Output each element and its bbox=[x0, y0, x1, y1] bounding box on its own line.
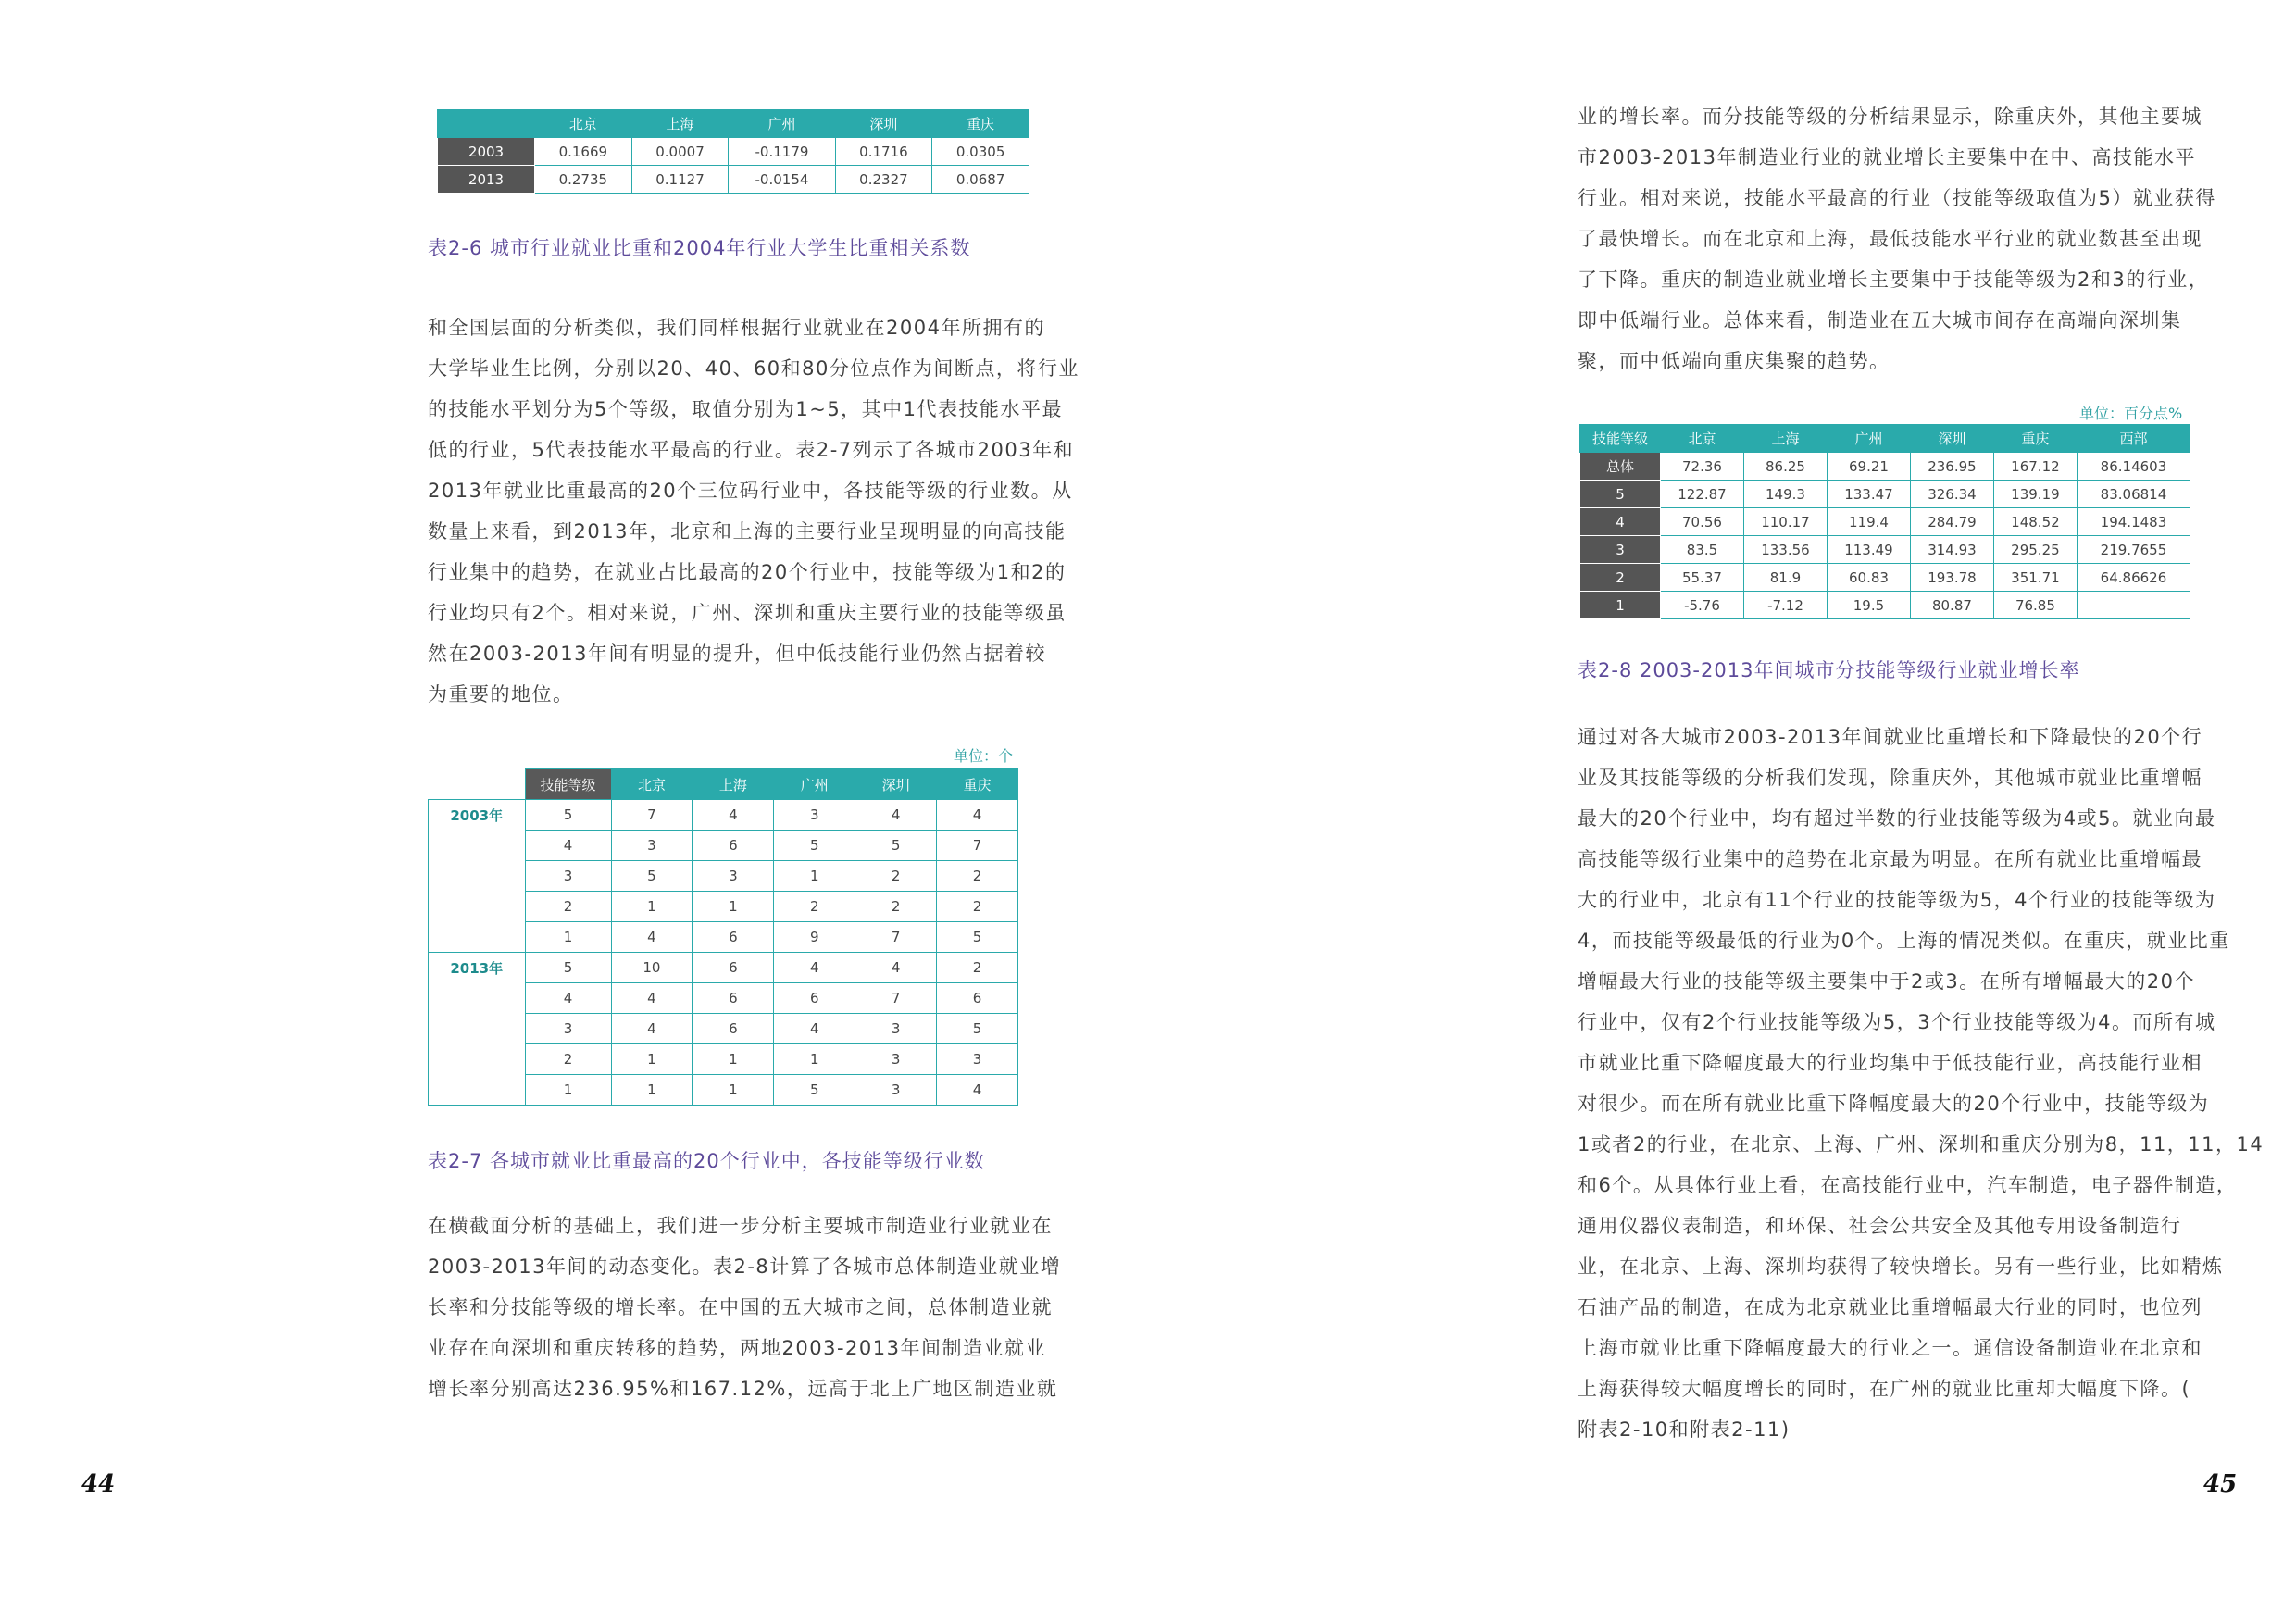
body-paragraph bbox=[428, 307, 1079, 715]
text-line: 行业中，仅有2个行业技能等级为5，3个行业技能等级为4。而所有城 bbox=[1578, 1011, 2216, 1033]
text-line: 最大的20个行业中，均有超过半数的行业技能等级为4或5。就业向最 bbox=[1578, 807, 2216, 830]
column-header: 广州 bbox=[1827, 425, 1910, 453]
text-line: 2003-2013年间的动态变化。表2-8计算了各城市总体制造业就业增 bbox=[428, 1255, 1062, 1278]
table-header-row bbox=[1580, 425, 2190, 453]
text-line: 大的行业中，北京有11个行业的技能等级为5，4个行业的技能等级为 bbox=[1578, 889, 2216, 911]
text-line: 业，在北京、上海、深圳均获得了较快增长。另有一些行业，比如精炼 bbox=[1578, 1255, 2224, 1278]
table-cell: 149.3 bbox=[1743, 481, 1827, 508]
table-cell: 295.25 bbox=[1993, 536, 2077, 564]
text-line: 2013年就业比重最高的20个三位码行业中，各技能等级的行业数。从 bbox=[428, 480, 1073, 502]
table-cell: 4 bbox=[774, 953, 855, 983]
text-line: 通用仪器仪表制造，和环保、社会公共安全及其他专用设备制造行 bbox=[1578, 1215, 2182, 1237]
table-cell: -7.12 bbox=[1743, 592, 1827, 619]
table-cell: 351.71 bbox=[1993, 564, 2077, 592]
table-cell: 284.79 bbox=[1910, 508, 1993, 536]
table-cell: 4 bbox=[855, 953, 937, 983]
row-header: 5 bbox=[1580, 481, 1661, 508]
table-cell: 2 bbox=[937, 892, 1018, 922]
text-line: 市就业比重下降幅度最大的行业均集中于低技能行业，高技能行业相 bbox=[1578, 1052, 2202, 1074]
column-header: 技能等级 bbox=[525, 769, 611, 800]
table-cell: 6 bbox=[693, 922, 774, 953]
table-caption: 表2-6 城市行业就业比重和2004年行业大学生比重相关系数 bbox=[428, 237, 971, 259]
skill-level-cell: 4 bbox=[525, 983, 611, 1014]
table-cell: 5 bbox=[774, 831, 855, 861]
table-cell: 4 bbox=[611, 983, 693, 1014]
column-header: 重庆 bbox=[1993, 425, 2077, 453]
table-cell: 5 bbox=[611, 861, 693, 892]
column-header: 深圳 bbox=[1910, 425, 1993, 453]
table-cell: 2 bbox=[774, 892, 855, 922]
text-line: 在横截面分析的基础上，我们进一步分析主要城市制造业行业就业在 bbox=[428, 1215, 1053, 1237]
table-cell bbox=[2077, 592, 2190, 619]
text-line: 附表2-10和附表2-11) bbox=[1578, 1418, 1791, 1441]
table-corner-cell bbox=[438, 110, 535, 138]
table-cell: 4 bbox=[937, 800, 1018, 831]
text-line: 增长率分别高达236.95%和167.12%，远高于北上广地区制造业就 bbox=[428, 1378, 1058, 1400]
table-cell: 4 bbox=[611, 922, 693, 953]
table-cell: 1 bbox=[774, 861, 855, 892]
skill-level-cell: 4 bbox=[525, 831, 611, 861]
table-unit-label: 单位：个 bbox=[954, 747, 1014, 765]
skill-level-cell: 2 bbox=[525, 892, 611, 922]
skill-level-cell: 5 bbox=[525, 953, 611, 983]
column-header: 西部 bbox=[2077, 425, 2190, 453]
table-cell: 1 bbox=[693, 1044, 774, 1075]
table-cell: 2 bbox=[937, 861, 1018, 892]
row-header: 2003 bbox=[438, 138, 535, 166]
table-header-row bbox=[429, 769, 1018, 800]
text-line: 低的行业，5代表技能水平最高的行业。表2-7列示了各城市2003年和 bbox=[428, 439, 1075, 461]
table-cell: 6 bbox=[693, 983, 774, 1014]
table-row bbox=[1580, 481, 2190, 508]
table-cell: 7 bbox=[937, 831, 1018, 861]
table-cell: 10 bbox=[611, 953, 693, 983]
table-cell: 3 bbox=[611, 831, 693, 861]
table-row bbox=[429, 953, 1018, 983]
table-cell: 5 bbox=[937, 1014, 1018, 1044]
table-cell: 80.87 bbox=[1910, 592, 1993, 619]
column-header: 上海 bbox=[1743, 425, 1827, 453]
table-cell: 4 bbox=[774, 1014, 855, 1044]
row-header: 2013 bbox=[438, 166, 535, 194]
text-line: 上海获得较大幅度增长的同时，在广州的就业比重却大幅度下降。( bbox=[1578, 1378, 2191, 1400]
row-header: 4 bbox=[1580, 508, 1661, 536]
table-cell: 0.0687 bbox=[932, 166, 1029, 194]
table-cell: 6 bbox=[693, 1014, 774, 1044]
skill-level-cell: 3 bbox=[525, 1014, 611, 1044]
table-cell: 55.37 bbox=[1661, 564, 1744, 592]
table-cell: 64.86626 bbox=[2077, 564, 2190, 592]
table-cell: 1 bbox=[693, 892, 774, 922]
page-number: 44 bbox=[81, 1470, 116, 1498]
table-cell: 83.06814 bbox=[2077, 481, 2190, 508]
table-cell: 113.49 bbox=[1827, 536, 1910, 564]
table-cell: 219.7655 bbox=[2077, 536, 2190, 564]
table-caption: 表2-7 各城市就业比重最高的20个行业中，各技能等级行业数 bbox=[428, 1150, 985, 1172]
text-line: 即中低端行业。总体来看，制造业在五大城市间存在高端向深圳集 bbox=[1578, 309, 2182, 331]
text-line: 行业集中的趋势，在就业占比最高的20个行业中，技能等级为1和2的 bbox=[428, 561, 1067, 583]
table-cell: 3 bbox=[937, 1044, 1018, 1075]
table-cell: 119.4 bbox=[1827, 508, 1910, 536]
row-header: 3 bbox=[1580, 536, 1661, 564]
text-line: 高技能等级行业集中的趋势在北京最为明显。在所有就业比重增幅最 bbox=[1578, 848, 2202, 870]
table-cell: 0.1716 bbox=[835, 138, 932, 166]
table-cell: 133.56 bbox=[1743, 536, 1827, 564]
text-line: 业存在向深圳和重庆转移的趋势，两地2003-2013年间制造业就业 bbox=[428, 1337, 1046, 1359]
table-cell: 1 bbox=[774, 1044, 855, 1075]
table-cell: 0.2327 bbox=[835, 166, 932, 194]
table-row bbox=[1580, 453, 2190, 481]
table-cell: 6 bbox=[693, 953, 774, 983]
table-cell: 9 bbox=[774, 922, 855, 953]
table-cell: -5.76 bbox=[1661, 592, 1744, 619]
table-cell: 60.83 bbox=[1827, 564, 1910, 592]
table-cell: 1 bbox=[693, 1075, 774, 1106]
table-cell: 3 bbox=[693, 861, 774, 892]
text-line: 了下降。重庆的制造业就业增长主要集中于技能等级为2和3的行业， bbox=[1578, 269, 2210, 291]
skill-level-cell: 1 bbox=[525, 922, 611, 953]
table-cell: 2 bbox=[937, 953, 1018, 983]
skill-level-cell: 1 bbox=[525, 1075, 611, 1106]
table-cell: 19.5 bbox=[1827, 592, 1910, 619]
table-cell: 139.19 bbox=[1993, 481, 2077, 508]
table-cell: 4 bbox=[937, 1075, 1018, 1106]
table-cell: 0.1127 bbox=[631, 166, 729, 194]
text-line: 长率和分技能等级的增长率。在中国的五大城市之间，总体制造业就 bbox=[428, 1296, 1053, 1318]
table-cell: 2 bbox=[855, 861, 937, 892]
text-line: 上海市就业比重下降幅度最大的行业之一。通信设备制造业在北京和 bbox=[1578, 1337, 2202, 1359]
table-cell: 2 bbox=[855, 892, 937, 922]
text-line: 和全国层面的分析类似，我们同样根据行业就业在2004年所拥有的 bbox=[428, 317, 1045, 339]
text-line: 行业。相对来说，技能水平最高的行业（技能等级取值为5）就业获得 bbox=[1578, 187, 2216, 209]
text-line: 业及其技能等级的分析我们发现，除重庆外，其他城市就业比重增幅 bbox=[1578, 767, 2202, 789]
skill-level-cell: 5 bbox=[525, 800, 611, 831]
row-header: 1 bbox=[1580, 592, 1661, 619]
column-header: 广州 bbox=[774, 769, 855, 800]
table-header-row bbox=[438, 110, 1029, 138]
text-line: 为重要的地位。 bbox=[428, 683, 574, 706]
table-cell: 314.93 bbox=[1910, 536, 1993, 564]
table-cell: 76.85 bbox=[1993, 592, 2077, 619]
table-cell: 193.78 bbox=[1910, 564, 1993, 592]
table-cell: 133.47 bbox=[1827, 481, 1910, 508]
table-caption: 表2-8 2003-2013年间城市分技能等级行业就业增长率 bbox=[1578, 659, 2080, 681]
text-line: 了最快增长。而在北京和上海，最低技能水平行业的就业数甚至出现 bbox=[1578, 228, 2202, 250]
text-line: 然在2003-2013年间有明显的提升，但中低技能行业仍然占据着较 bbox=[428, 643, 1046, 665]
column-header: 北京 bbox=[535, 110, 632, 138]
column-header: 上海 bbox=[693, 769, 774, 800]
table-cell: 4 bbox=[693, 800, 774, 831]
text-line: 增幅最大行业的技能等级主要集中于2或3。在所有增幅最大的20个 bbox=[1578, 970, 2195, 993]
column-header: 技能等级 bbox=[1580, 425, 1661, 453]
table-cell: 3 bbox=[855, 1075, 937, 1106]
table-cell: 122.87 bbox=[1661, 481, 1744, 508]
table-row bbox=[1580, 564, 2190, 592]
text-line: 对很少。而在所有就业比重下降幅度最大的20个行业中，技能等级为 bbox=[1578, 1093, 2210, 1115]
column-header: 北京 bbox=[1661, 425, 1744, 453]
table-cell: 3 bbox=[855, 1044, 937, 1075]
text-line: 1或者2的行业，在北京、上海、广州、深圳和重庆分别为8，11，11，14 bbox=[1578, 1133, 2265, 1156]
table-cell: 7 bbox=[855, 922, 937, 953]
table-cell: 194.1483 bbox=[2077, 508, 2190, 536]
column-header: 深圳 bbox=[835, 110, 932, 138]
table-2-6 bbox=[437, 109, 1029, 194]
table-cell: 326.34 bbox=[1910, 481, 1993, 508]
text-line: 聚，而中低端向重庆集聚的趋势。 bbox=[1578, 350, 1890, 372]
table-row bbox=[438, 138, 1029, 166]
text-line: 市2003-2013年制造业行业的就业增长主要集中在中、高技能水平 bbox=[1578, 146, 2196, 169]
table-cell: 6 bbox=[774, 983, 855, 1014]
body-paragraph bbox=[1578, 717, 2264, 1450]
text-line: 和6个。从具体行业上看，在高技能行业中，汽车制造，电子器件制造， bbox=[1578, 1174, 2238, 1196]
row-header: 2 bbox=[1580, 564, 1661, 592]
right-page bbox=[1148, 0, 2296, 1624]
column-header: 广州 bbox=[729, 110, 835, 138]
table-cell: 86.25 bbox=[1743, 453, 1827, 481]
text-line: 石油产品的制造，在成为北京就业比重增幅最大行业的同时，也位列 bbox=[1578, 1296, 2202, 1318]
row-header: 总体 bbox=[1580, 453, 1661, 481]
page-number: 45 bbox=[2203, 1470, 2238, 1498]
table-2-8 bbox=[1579, 424, 2190, 619]
table-2-7 bbox=[428, 768, 1018, 1106]
table-row bbox=[1580, 592, 2190, 619]
table-cell: -0.0154 bbox=[729, 166, 835, 194]
body-paragraph bbox=[428, 1206, 1061, 1409]
table-cell: 7 bbox=[855, 983, 937, 1014]
skill-level-cell: 3 bbox=[525, 861, 611, 892]
table-cell: 3 bbox=[855, 1014, 937, 1044]
table-cell: 148.52 bbox=[1993, 508, 2077, 536]
table-row bbox=[1580, 536, 2190, 564]
text-line: 行业均只有2个。相对来说，广州、深圳和重庆主要行业的技能等级虽 bbox=[428, 602, 1067, 624]
table-cell: 5 bbox=[937, 922, 1018, 953]
year-group-label: 2013年 bbox=[429, 953, 526, 1106]
column-header: 上海 bbox=[631, 110, 729, 138]
skill-level-cell: 2 bbox=[525, 1044, 611, 1075]
text-line: 的技能水平划分为5个等级，取值分别为1~5，其中1代表技能水平最 bbox=[428, 398, 1064, 420]
column-header: 重庆 bbox=[937, 769, 1018, 800]
table-cell: 4 bbox=[611, 1014, 693, 1044]
table-cell: 0.2735 bbox=[535, 166, 632, 194]
table-cell: 1 bbox=[611, 892, 693, 922]
column-header: 重庆 bbox=[932, 110, 1029, 138]
table-cell: 86.14603 bbox=[2077, 453, 2190, 481]
table-cell: 70.56 bbox=[1661, 508, 1744, 536]
table-unit-label: 单位：百分点% bbox=[2079, 405, 2183, 422]
column-header: 北京 bbox=[611, 769, 693, 800]
table-cell: 6 bbox=[937, 983, 1018, 1014]
table-cell: -0.1179 bbox=[729, 138, 835, 166]
table-cell: 5 bbox=[774, 1075, 855, 1106]
column-header: 深圳 bbox=[855, 769, 937, 800]
text-line: 通过对各大城市2003-2013年间就业比重增长和下降最快的20个行 bbox=[1578, 726, 2203, 748]
year-group-label: 2003年 bbox=[429, 800, 526, 953]
table-cell: 1 bbox=[611, 1044, 693, 1075]
table-cell: 1 bbox=[611, 1075, 693, 1106]
table-cell: 7 bbox=[611, 800, 693, 831]
text-line: 大学毕业生比例，分别以20、40、60和80分位点作为间断点，将行业 bbox=[428, 357, 1079, 380]
table-cell: 167.12 bbox=[1993, 453, 2077, 481]
table-cell: 110.17 bbox=[1743, 508, 1827, 536]
table-cell: 0.1669 bbox=[535, 138, 632, 166]
table-row bbox=[438, 166, 1029, 194]
text-line: 4，而技能等级最低的行业为0个。上海的情况类似。在重庆，就业比重 bbox=[1578, 930, 2230, 952]
table-cell: 81.9 bbox=[1743, 564, 1827, 592]
table-row bbox=[1580, 508, 2190, 536]
table-cell: 3 bbox=[774, 800, 855, 831]
text-line: 数量上来看，到2013年，北京和上海的主要行业呈现明显的向高技能 bbox=[428, 520, 1067, 543]
table-corner-cell bbox=[429, 769, 526, 800]
table-row bbox=[429, 800, 1018, 831]
table-cell: 69.21 bbox=[1827, 453, 1910, 481]
text-line: 业的增长率。而分技能等级的分析结果显示，除重庆外，其他主要城 bbox=[1578, 106, 2202, 128]
table-cell: 0.0305 bbox=[932, 138, 1029, 166]
table-cell: 72.36 bbox=[1661, 453, 1744, 481]
table-cell: 0.0007 bbox=[631, 138, 729, 166]
table-cell: 5 bbox=[855, 831, 937, 861]
table-cell: 6 bbox=[693, 831, 774, 861]
table-cell: 83.5 bbox=[1661, 536, 1744, 564]
table-cell: 4 bbox=[855, 800, 937, 831]
table-cell: 236.95 bbox=[1910, 453, 1993, 481]
body-paragraph bbox=[1578, 96, 2216, 381]
